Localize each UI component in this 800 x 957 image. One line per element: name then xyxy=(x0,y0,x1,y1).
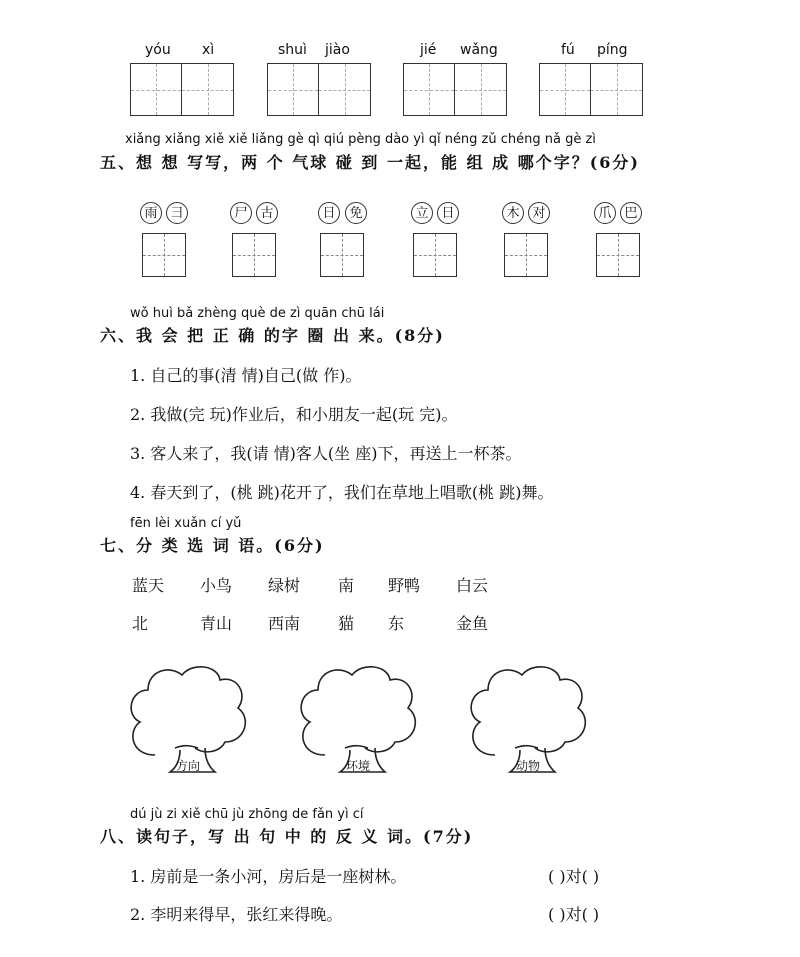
writing-box[interactable] xyxy=(130,63,234,116)
section6-pinyin: wǒ huì bǎ zhèng què de zì quān chū lái xyxy=(130,306,385,321)
answer-blanks[interactable]: ( )对( ) xyxy=(548,905,600,924)
word: 西南 xyxy=(268,614,301,633)
section8-line: 2. 李明来得早，张红来得晚。 xyxy=(130,905,343,924)
section6-line: 4. 春天到了，(桃 跳)花开了，我们在草地上唱歌(桃 跳)舞。 xyxy=(130,483,554,502)
answer-box[interactable] xyxy=(413,233,457,277)
writing-box[interactable] xyxy=(539,63,643,116)
word: 蓝天 xyxy=(132,576,165,595)
word: 南 xyxy=(338,576,355,595)
writing-box[interactable] xyxy=(267,63,371,116)
word: 小鸟 xyxy=(200,576,233,595)
pinyin: fú xyxy=(561,42,575,58)
section6-line: 3. 客人来了，我(请 情)客人(坐 座)下，再送上一杯茶。 xyxy=(130,444,522,463)
section8-pinyin: dú jù zi xiě chū jù zhōng de fǎn yì cí xyxy=(130,807,364,822)
section6-line: 1. 自己的事(清 情)自己(做 作)。 xyxy=(130,366,362,385)
section7-heading: 七、分 类 选 词 语。(6分) xyxy=(100,536,325,555)
pinyin: jié xyxy=(420,42,437,58)
section8-heading: 八、读句子，写 出 句 中 的 反 义 词。(7分) xyxy=(100,827,474,846)
pinyin: jiào xyxy=(325,42,350,58)
pinyin: shuì xyxy=(278,42,307,58)
section7-pinyin: fēn lèi xuǎn cí yǔ xyxy=(130,516,242,531)
word: 猫 xyxy=(338,614,355,633)
section5-heading: 五、想 想 写写，两 个 气球 碰 到 一起，能 组 成 哪个字？(6分) xyxy=(100,153,640,172)
pinyin: wǎng xyxy=(460,42,498,58)
answer-box[interactable] xyxy=(142,233,186,277)
pinyin: píng xyxy=(597,42,628,58)
balloon: 尸 xyxy=(230,202,252,224)
pinyin: yóu xyxy=(145,42,171,58)
balloon: 雨 xyxy=(140,202,162,224)
pinyin: xì xyxy=(202,42,215,58)
word: 绿树 xyxy=(268,576,301,595)
word: 青山 xyxy=(200,614,233,633)
section8-line: 1. 房前是一条小河，房后是一座树林。 xyxy=(130,867,407,886)
balloon: 对 xyxy=(528,202,550,224)
word: 白云 xyxy=(456,576,489,595)
tree-label: 动物 xyxy=(516,759,541,773)
balloon: 立 xyxy=(411,202,433,224)
answer-box[interactable] xyxy=(596,233,640,277)
word: 野鸭 xyxy=(388,576,421,595)
answer-box[interactable] xyxy=(320,233,364,277)
section6-heading: 六、我 会 把 正 确 的字 圈 出 来。(8分) xyxy=(100,326,445,345)
word: 东 xyxy=(388,614,405,633)
balloon: 日 xyxy=(318,202,340,224)
balloon: 木 xyxy=(502,202,524,224)
answer-box[interactable] xyxy=(504,233,548,277)
section5-pinyin: xiǎng xiǎng xiě xiě liǎng gè qì qiú pèng dào yì qǐ néng zǔ chéng nǎ gè zì xyxy=(125,132,596,147)
section6-line: 2. 我做(完 玩)作业后，和小朋友一起(玩 完)。 xyxy=(130,405,458,424)
tree-label: 环境 xyxy=(346,759,371,773)
balloon: 免 xyxy=(345,202,367,224)
word: 北 xyxy=(132,614,149,633)
answer-box[interactable] xyxy=(232,233,276,277)
balloon: 爪 xyxy=(594,202,616,224)
writing-box[interactable] xyxy=(403,63,507,116)
tree-label: 方向 xyxy=(176,759,201,773)
balloon: 彐 xyxy=(166,202,188,224)
balloon: 日 xyxy=(437,202,459,224)
balloon: 巴 xyxy=(620,202,642,224)
answer-blanks[interactable]: ( )对( ) xyxy=(548,867,600,886)
word: 金鱼 xyxy=(456,614,489,633)
balloon: 古 xyxy=(256,202,278,224)
